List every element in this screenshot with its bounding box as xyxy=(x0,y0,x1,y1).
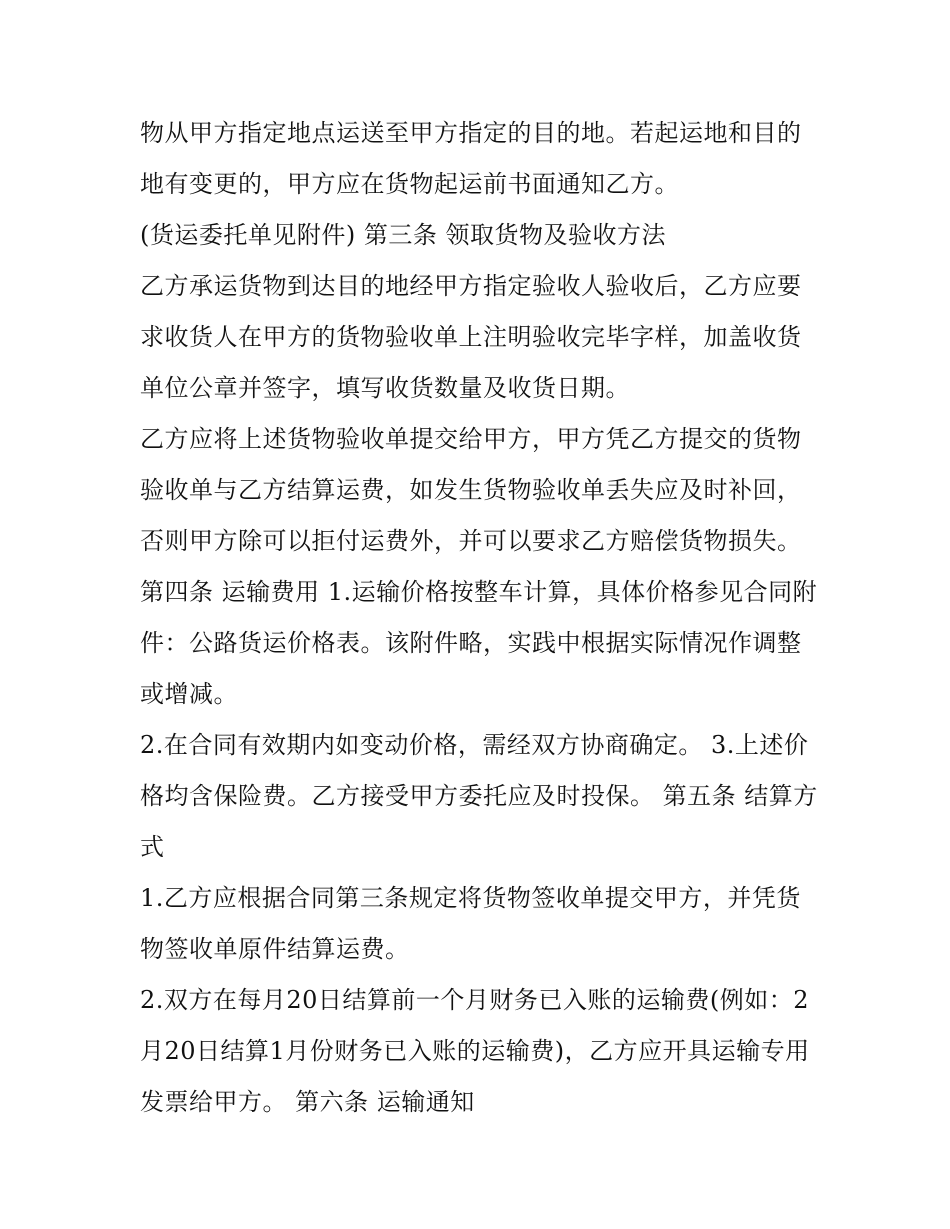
paragraph: 乙方承运货物到达目的地经甲方指定验收人验收后，乙方应要求收货人在甲方的货物验收单上注明验收完毕字样，加盖收货单位公章并签字，填写收货数量及收货日期。 xyxy=(140,272,802,402)
paragraph: 第四条 运输费用 1.运输价格按整车计算，具体价格参见合同附件：公路货运价格表。该附件略，实践中根据实际情况作调整或增减。 xyxy=(140,578,818,708)
paragraph: 1.乙方应根据合同第三条规定将货物签收单提交甲方，并凭货物签收单原件结算运费。 xyxy=(140,884,801,963)
paragraph: 2.双方在每月20日结算前一个月财务已入账的运输费(例如：2月20日结算1月份财务已入账的运输费)，乙方应开具运输专用发票给甲方。 第六条 运输通知 xyxy=(140,986,810,1116)
paragraph: 乙方应将上述货物验收单提交给甲方，甲方凭乙方提交的货物验收单与乙方结算运费，如发生货物验收单丢失应及时补回，否则甲方除可以拒付运费外，并可以要求乙方赔偿货物损失。 xyxy=(140,425,802,555)
paragraph: 物从甲方指定地点运送至甲方指定的目的地。若起运地和目的地有变更的，甲方应在货物起运前书面通知乙方。 xyxy=(140,119,802,198)
paragraph: (货运委托单见附件) 第三条 领取货物及验收方法 xyxy=(140,221,666,249)
document-body xyxy=(140,108,820,1128)
paragraph: 2.在合同有效期内如变动价格，需经双方协商确定。 3.上述价格均含保险费。乙方接受甲方委托应及时投保。 第五条 结算方式 xyxy=(140,731,818,861)
